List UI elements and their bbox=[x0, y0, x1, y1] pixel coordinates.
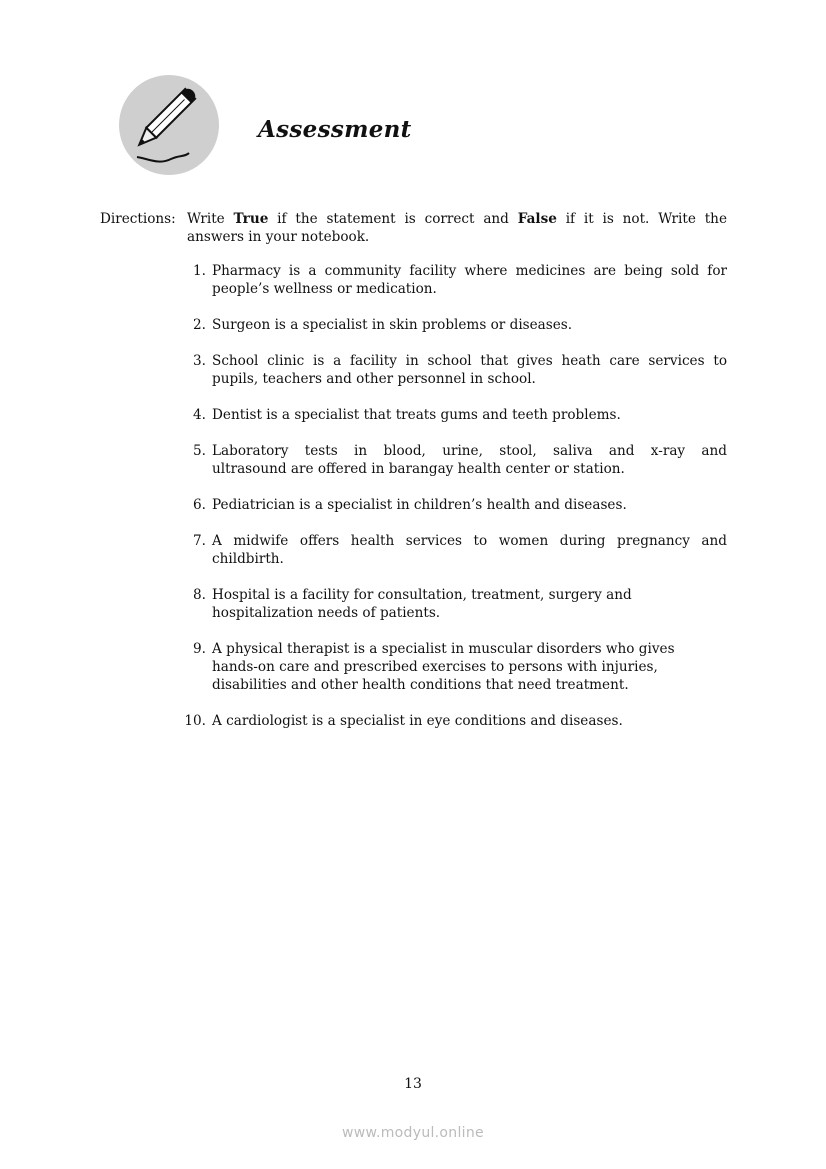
item-text-line: hands-on care and prescribed exercises to persons with injuries, bbox=[212, 659, 658, 675]
list-item bbox=[170, 640, 727, 694]
item-text-line: people’s wellness or medication. bbox=[212, 281, 437, 297]
text: if the statement is correct and bbox=[268, 211, 518, 227]
item-number: 1. bbox=[193, 263, 206, 279]
item-text-line: hospitalization needs of patients. bbox=[212, 605, 441, 621]
list-item bbox=[170, 352, 727, 388]
item-text-line: Pharmacy is a community facility where medicines are being sold for bbox=[212, 263, 727, 279]
item-text-line: Dentist is a specialist that treats gums and teeth problems. bbox=[212, 407, 621, 423]
item-number: 9. bbox=[193, 641, 206, 657]
item-number: 8. bbox=[193, 587, 206, 603]
item-number: 7. bbox=[193, 533, 206, 549]
page-number: 13 bbox=[404, 1076, 422, 1092]
true-word: True bbox=[233, 211, 269, 227]
list-item bbox=[170, 532, 727, 568]
list-item bbox=[170, 316, 727, 334]
item-text-line: Pediatrician is a specialist in children’s health and diseases. bbox=[212, 497, 627, 513]
list-item bbox=[170, 406, 727, 424]
item-number: 10. bbox=[184, 713, 206, 729]
list-item bbox=[170, 442, 727, 478]
item-number: 3. bbox=[193, 353, 206, 369]
page-title: Assessment bbox=[258, 116, 412, 143]
item-text-line: Hospital is a facility for consultation, treatment, surgery and bbox=[212, 587, 632, 603]
item-text-line: pupils, teachers and other personnel in school. bbox=[212, 371, 536, 387]
pencil-icon bbox=[119, 75, 219, 175]
item-text-line: childbirth. bbox=[212, 551, 284, 567]
directions-line-1 bbox=[187, 210, 727, 228]
item-text-line: disabilities and other health conditions that need treatment. bbox=[212, 677, 629, 693]
list-item bbox=[170, 586, 727, 622]
false-word: False bbox=[517, 211, 557, 227]
item-text-line: Laboratory tests in blood, urine, stool, saliva and x-ray and bbox=[212, 443, 727, 459]
item-text-line: A cardiologist is a specialist in eye conditions and diseases. bbox=[212, 713, 623, 729]
list-item bbox=[170, 496, 727, 514]
item-text-line: School clinic is a facility in school that gives heath care services to bbox=[212, 353, 727, 369]
question-list bbox=[170, 262, 727, 748]
watermark: www.modyul.online bbox=[342, 1125, 484, 1141]
text: Write bbox=[187, 211, 234, 227]
directions-label: Directions: bbox=[100, 211, 176, 227]
item-text-line: Surgeon is a specialist in skin problems or diseases. bbox=[212, 317, 573, 333]
directions bbox=[100, 210, 727, 246]
item-number: 2. bbox=[193, 317, 206, 333]
list-item bbox=[170, 712, 727, 730]
item-text-line: A physical therapist is a specialist in muscular disorders who gives bbox=[212, 641, 675, 657]
list-item bbox=[170, 262, 727, 298]
item-number: 6. bbox=[193, 497, 206, 513]
item-number: 5. bbox=[193, 443, 206, 459]
item-text-line: ultrasound are offered in barangay health center or station. bbox=[212, 461, 625, 477]
item-number: 4. bbox=[193, 407, 206, 423]
item-text-line: A midwife offers health services to women during pregnancy and bbox=[212, 533, 727, 549]
directions-line-2: answers in your notebook. bbox=[187, 229, 370, 245]
text: if it is not. Write the bbox=[556, 211, 727, 227]
